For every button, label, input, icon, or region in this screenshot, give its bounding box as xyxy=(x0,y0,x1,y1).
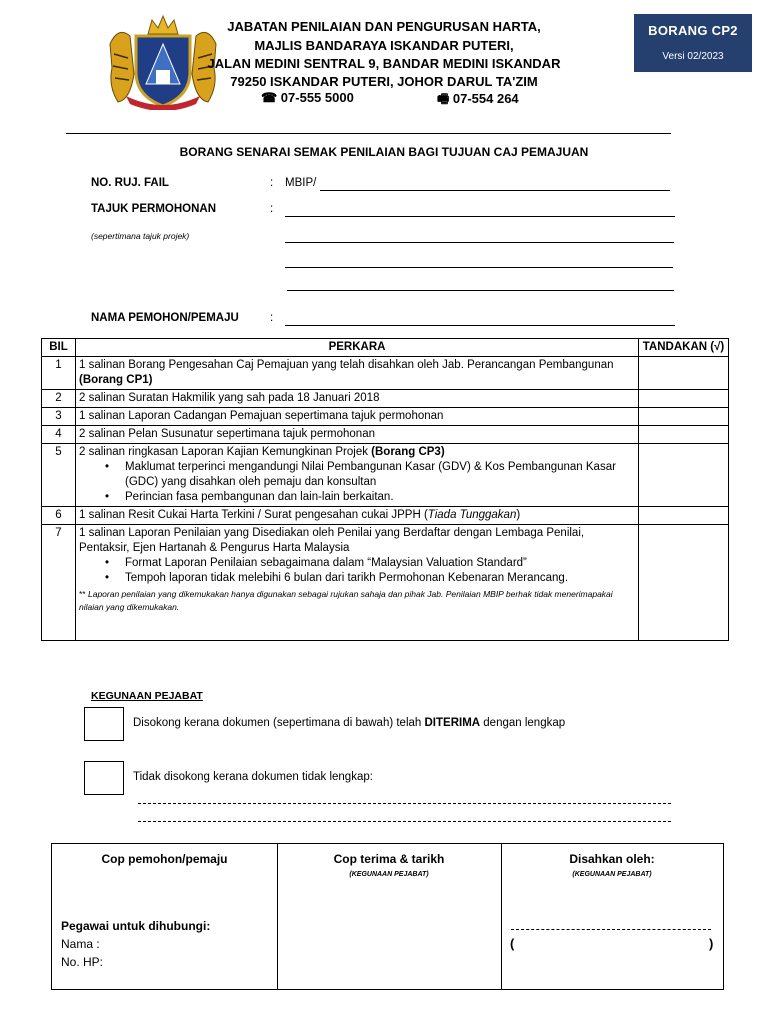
contact-phone-label: No. HP: xyxy=(61,955,104,969)
project-title-hint: (sepertimana tajuk projek) xyxy=(91,231,190,241)
contact-name-label: Nama : xyxy=(61,937,100,951)
tick-cell[interactable] xyxy=(639,357,729,390)
form-title: BORANG SENARAI SEMAK PENILAIAN BAGI TUJUAN CAJ PEMAJUAN xyxy=(179,145,589,159)
reason-line-2[interactable] xyxy=(138,821,671,822)
applicant-stamp-box[interactable] xyxy=(52,844,278,989)
col-perkara-header: PERKARA xyxy=(76,339,639,357)
supported-checkbox[interactable] xyxy=(84,707,124,741)
project-title-field-3[interactable] xyxy=(285,267,673,268)
approval-box[interactable] xyxy=(501,844,723,989)
table-row xyxy=(42,426,729,444)
table-row xyxy=(42,444,729,507)
row-number: 3 xyxy=(42,408,76,426)
tick-cell[interactable] xyxy=(639,444,729,507)
address-line-1: JALAN MEDINI SENTRAL 9, BANDAR MEDINI ISKANDAR xyxy=(207,56,561,71)
address-line-2: 79250 ISKANDAR PUTERI, JOHOR DARUL TA'ZIM xyxy=(230,74,538,89)
officer-name-open: ( xyxy=(510,936,515,951)
form-version: Versi 02/2023 xyxy=(662,51,724,62)
row-item xyxy=(76,357,639,390)
dept-name: JABATAN PENILAIAN DAN PENGURUSAN HARTA, xyxy=(227,19,541,34)
note-text: Laporan penilaian yang dikemukakan hanya digunakan sebagai rujukan sahaja dan pihak Jab. Penilaian MBIP berhak tidak menerimapakai nilaian yang dikemukakan. xyxy=(79,589,613,612)
supported-option-label xyxy=(133,717,565,729)
supported-text-c: dengan lengkap xyxy=(480,717,566,729)
bullet-item: • Format Laporan Penilaian sebagaimana dalam “Malaysian Valuation Standard” xyxy=(79,556,635,571)
bullet-item: • Perincian fasa pembangunan dan lain-lain berkaitan. xyxy=(79,490,635,505)
reason-line-1[interactable] xyxy=(138,803,671,804)
row-item xyxy=(76,444,639,507)
council-name: MAJLIS BANDARAYA ISKANDAR PUTERI, xyxy=(254,38,514,53)
not-supported-option-label: Tidak disokong kerana dokumen tidak lengkap: xyxy=(133,771,373,783)
row-number: 7 xyxy=(42,525,76,641)
row-item xyxy=(76,507,639,525)
stamp-section xyxy=(51,843,724,990)
col-bil-header: BIL xyxy=(42,339,76,357)
applicant-name-label: NAMA PEMOHON/PEMAJU xyxy=(91,312,239,324)
row-number: 6 xyxy=(42,507,76,525)
applicant-name-field[interactable] xyxy=(285,325,675,326)
project-title-label: TAJUK PERMOHONAN xyxy=(91,203,217,215)
bullet-item: • Tempoh laporan tidak melebihi 6 bulan dari tarikh Permohonan Kebenaran Merancang. xyxy=(79,571,635,586)
form-code-badge xyxy=(634,14,752,72)
tick-cell[interactable] xyxy=(639,525,729,641)
file-ref-prefix: MBIP/ xyxy=(285,177,317,189)
file-ref-field[interactable] xyxy=(320,190,670,191)
contact-officer-label: Pegawai untuk dihubungi: xyxy=(61,919,211,933)
row-number: 1 xyxy=(42,357,76,390)
phone-number: ☎ 07-555 5000 xyxy=(261,90,354,105)
form-code: BORANG CP2 xyxy=(648,23,738,38)
row-number: 4 xyxy=(42,426,76,444)
file-ref-colon: : xyxy=(270,177,274,189)
row-item-italic: Tiada Tunggakan xyxy=(427,509,517,521)
tick-cell[interactable] xyxy=(639,507,729,525)
table-row xyxy=(42,408,729,426)
signature-line[interactable] xyxy=(511,929,711,930)
receipt-stamp-subtitle: (KEGUNAAN PEJABAT) xyxy=(349,871,429,878)
table-header-row xyxy=(42,339,729,357)
approval-title: Disahkan oleh: xyxy=(569,852,655,866)
table-row xyxy=(42,357,729,390)
row-item-text: 2 salinan ringkasan Laporan Kajian Kemungkinan Projek xyxy=(79,446,372,458)
project-title-field-2[interactable] xyxy=(285,242,674,243)
row-item-text: 1 salinan Resit Cukai Harta Terkini / Surat pengesahan cukai JPPH ( xyxy=(79,509,428,521)
fax-number: 🖷 07-554 264 xyxy=(437,91,519,106)
project-title-field-1[interactable] xyxy=(285,216,675,217)
valuation-note xyxy=(79,588,635,614)
table-row xyxy=(42,507,729,525)
receipt-stamp-title: Cop terima & tarikh xyxy=(333,852,445,866)
table-row xyxy=(42,390,729,408)
checklist-table xyxy=(41,338,729,641)
office-use-title: KEGUNAAN PEJABAT xyxy=(91,690,203,702)
project-title-colon: : xyxy=(270,203,274,215)
row-number: 5 xyxy=(42,444,76,507)
row-item xyxy=(76,525,639,641)
applicant-stamp-title: Cop pemohon/pemaju xyxy=(101,852,228,866)
not-supported-checkbox[interactable] xyxy=(84,761,124,795)
row-item-after: ) xyxy=(516,509,521,521)
row-item-text: 1 salinan Laporan Cadangan Pemajuan sepertimana tajuk permohonan xyxy=(76,408,639,426)
row-item-form-ref: (Borang CP1) xyxy=(79,374,153,386)
tick-cell[interactable] xyxy=(639,408,729,426)
officer-name-close: ) xyxy=(709,936,714,951)
project-title-field-4[interactable] xyxy=(287,290,674,291)
row-number: 2 xyxy=(42,390,76,408)
tick-cell[interactable] xyxy=(639,426,729,444)
row-item-text: 2 salinan Suratan Hakmilik yang sah pada 18 Januari 2018 xyxy=(76,390,639,408)
note-stars: ** xyxy=(79,589,86,599)
row-item-text: 1 salinan Laporan Penilaian yang Disediakan oleh Penilai yang Berdaftar dengan Lembaga Penilai, Pentaksir, Ejen Hartanah & Pengurus Harta Malaysia xyxy=(79,527,585,554)
receipt-stamp-box[interactable] xyxy=(277,844,502,989)
approval-subtitle: (KEGUNAAN PEJABAT) xyxy=(572,871,652,878)
file-ref-label: NO. RUJ. FAIL xyxy=(91,177,169,189)
supported-text-a: Disokong kerana dokumen (sepertimana di bawah) telah xyxy=(133,717,425,729)
supported-text-b: DITERIMA xyxy=(424,717,481,729)
row-item-form-ref: (Borang CP3) xyxy=(371,446,445,458)
row-item-text: 1 salinan Borang Pengesahan Caj Pemajuan yang telah disahkan oleh Jab. Perancangan Pembangunan xyxy=(79,359,614,371)
bullet-item: • Maklumat terperinci mengandungi Nilai Pembangunan Kasar (GDV) & Kos Pembangunan Kasar (GDC) yang disahkan oleh pemaju dan konsultan xyxy=(79,460,635,490)
tick-cell[interactable] xyxy=(639,390,729,408)
row-item-text: 2 salinan Pelan Susunatur sepertimana tajuk permohonan xyxy=(76,426,639,444)
table-row xyxy=(42,525,729,641)
applicant-name-colon: : xyxy=(270,312,274,324)
header-divider xyxy=(66,133,671,134)
col-tandakan-header: TANDAKAN (√) xyxy=(639,339,729,357)
